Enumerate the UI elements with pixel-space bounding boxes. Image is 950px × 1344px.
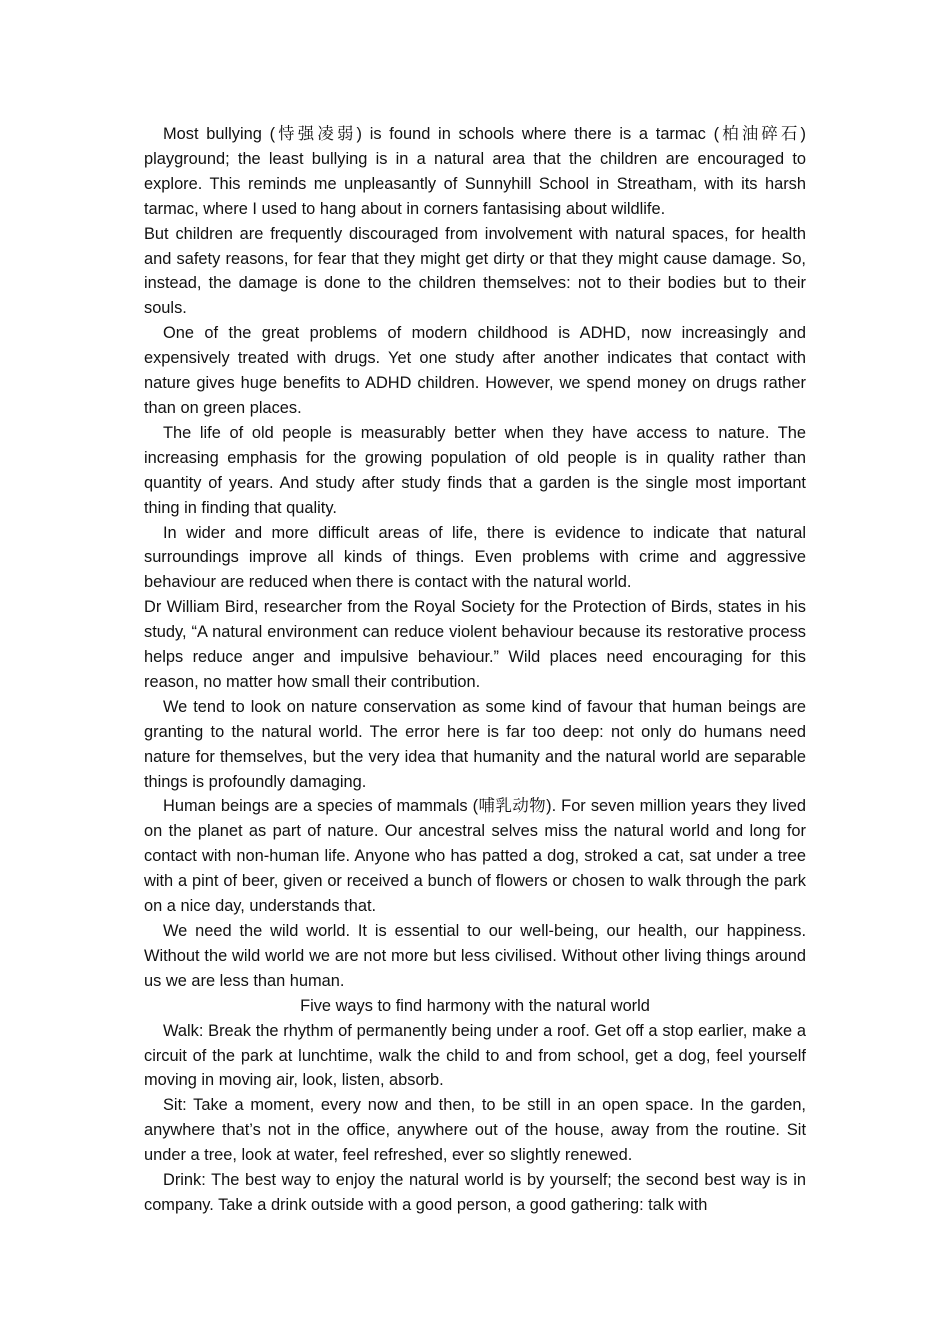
paragraph-drink: Drink: The best way to enjoy the natural world is by yourself; the second best way is in company. Take a drink outside with a good person, a good gathering: talk with (144, 1171, 806, 1214)
paragraph-mammals: Human beings are a species of mammals (哺乳动物). For seven million years they lived on the planet as part of nature. Our ancestral selves miss the natural world and long for contact with non-human life. Anyone who has patted a dog, stroked a cat, sat under a tree with a pint of beer, given or received a bunch of flowers or chosen to walk through the park on a nice day, understands that. (144, 797, 806, 916)
paragraph-wider-areas: In wider and more difficult areas of life, there is evidence to indicate that natural surroundings improve all kinds of things. Even problems with crime and aggressive behaviour are reduced when there is contact with the natural world. (144, 523, 806, 592)
paragraph-walk: Walk: Break the rhythm of permanently being under a roof. Get off a stop earlier, make a circuit of the park at lunchtime, walk the child to and from school, get a dog, feel yourself moving in moving air, look, listen, absorb. (144, 1021, 806, 1090)
paragraph-old-people: The life of old people is measurably better when they have access to nature. The increasing emphasis for the growing population of old people is in quality rather than quantity of years. And study after study finds that a garden is the single most important thing in finding that quality. (144, 423, 806, 517)
paragraph-wild-world: We need the wild world. It is essential to our well-being, our health, our happiness. Without the wild world we are not more but less civilised. Without other living things around us we are less than human. (144, 922, 806, 990)
paragraph-sit: Sit: Take a moment, every now and then, to be still in an open space. In the garden, anywhere that’s not in the office, anywhere out of the house, away from the routine. Sit under a tree, look at water, feel refreshed, ever so slightly renewed. (144, 1096, 806, 1165)
section-heading: Five ways to find harmony with the natural world (300, 996, 650, 1015)
paragraph-conservation: We tend to look on nature conservation as some kind of favour that human beings are granting to the natural world. The error here is far too deep: not only do humans need nature for themselves, but the very idea that humanity and the natural world are separable things is profoundly damaging. (144, 697, 806, 791)
document-page (144, 122, 806, 1218)
paragraph-adhd: One of the great problems of modern childhood is ADHD, now increasingly and expensively treated with drugs. Yet one study after another indicates that contact with nature gives huge benefits to ADHD children. However, we spend money on drugs rather than on green places. (144, 324, 806, 417)
paragraph-bullying: Most bullying (恃强凌弱) is found in schools where there is a tarmac (柏油碎石) playground; the least bullying is in a natural area that the children are encouraged to explore. This reminds me unpleasantly of Sunnyhill School in Streatham, with its harsh tarmac, where I used to hang about in corners fantasising about wildlife. (144, 125, 806, 218)
paragraph-william-bird: Dr William Bird, researcher from the Royal Society for the Protection of Birds, states in his study, “A natural environment can reduce violent behaviour because its restorative process helps reduce anger and impulsive behaviour.” Wild places need encouraging for this reason, no matter how small their contribution. (144, 598, 806, 691)
paragraph-discouraged: But children are frequently discouraged from involvement with natural spaces, for health and safety reasons, for fear that they might get dirty or that they might cause damage. So, instead, the damage is done to the children themselves: not to their bodies but to their souls. (144, 224, 806, 318)
